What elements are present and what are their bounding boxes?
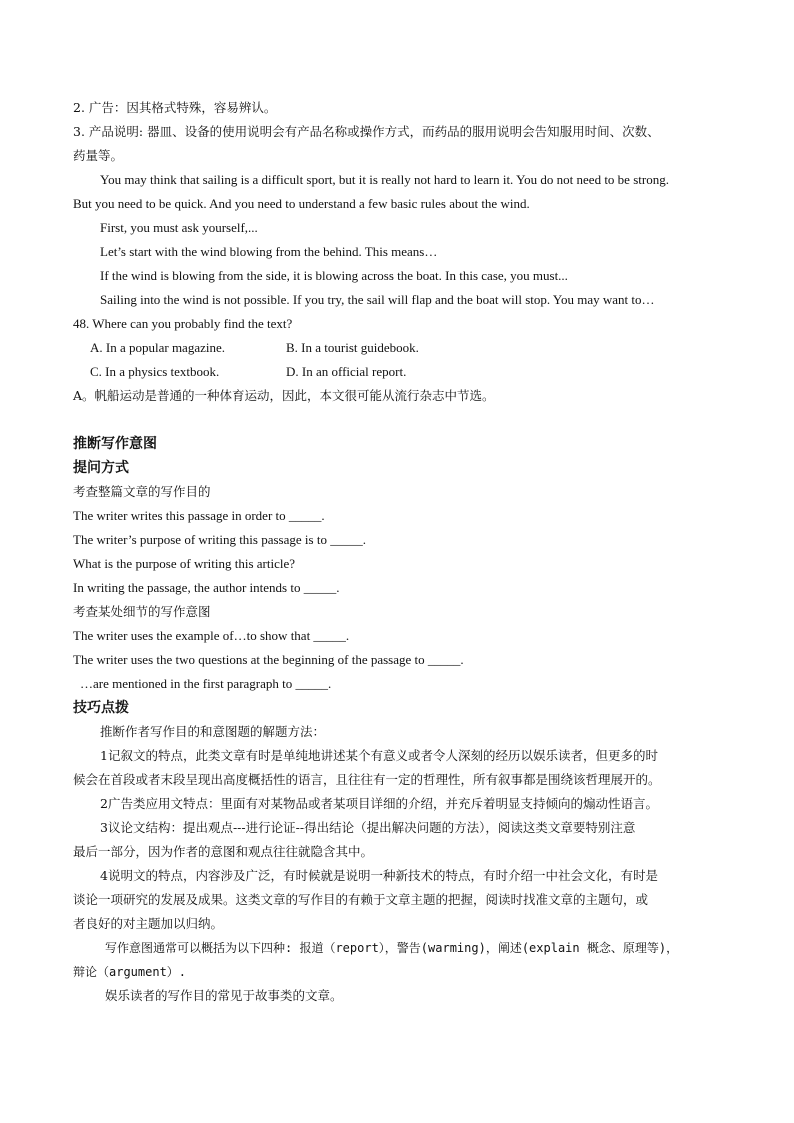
answer-explanation: A。帆船运动是普通的一种体育运动，因此，本文很可能从流行杂志中节选。 xyxy=(73,388,495,403)
whole-item-1: The writer writes this passage in order to _____. xyxy=(73,508,325,523)
intro-line-1: 2. 广告：因其格式特殊，容易辨认。 xyxy=(73,100,277,115)
tip-line-8: 者良好的对主题加以归纳。 xyxy=(73,916,224,931)
passage-line-2: But you need to be quick. And you need to understand a few basic rules about the wind. xyxy=(73,196,530,211)
tip-line-7: 谈论一项研究的发展及成果。这类文章的写作目的有赖于文章主题的把握，阅读时找准文章的主题句，或 xyxy=(73,892,649,907)
summary-line-1: 写作意图通常可以概括为以下四种: 报道（report），警告(warming)，阐述(explain 概念、原理等)， xyxy=(105,941,679,955)
tips-intro: 推断作者写作目的和意图题的解题方法： xyxy=(100,724,326,739)
detail-item-1: The writer uses the example of…to show that _____. xyxy=(73,628,350,643)
section-title: 推断写作意图 xyxy=(73,436,157,452)
passage-line-3: First, you must ask yourself,... xyxy=(100,220,258,235)
whole-item-4: In writing the passage, the author intends to _____. xyxy=(73,580,340,595)
passage-line-1: You may think that sailing is a difficult sport, but it is really not hard to learn it. You do not need to be strong. xyxy=(100,172,669,187)
question-stem: 48. Where can you probably find the text? xyxy=(73,316,293,331)
detail-item-3: …are mentioned in the first paragraph to _____. xyxy=(80,676,332,691)
passage-line-4: Let’s start with the wind blowing from the behind. This means… xyxy=(100,244,438,259)
summary-line-3: 娱乐读者的写作目的常见于故事类的文章。 xyxy=(105,988,343,1003)
whole-item-2: The writer’s purpose of writing this passage is to _____. xyxy=(73,532,366,547)
whole-label: 考查整篇文章的写作目的 xyxy=(73,484,211,499)
detail-label: 考查某处细节的写作意图 xyxy=(73,604,211,619)
tip-line-4: 3议论文结构：提出观点---进行论证--得出结论（提出解决问题的方法），阅读这类文章要特别注意 xyxy=(100,820,636,835)
section-subtitle: 提问方式 xyxy=(73,460,129,476)
tips-title: 技巧点拨 xyxy=(73,700,129,716)
tip-line-3: 2广告类应用文特点：里面有对某物品或者某项目详细的介绍，并充斥着明显支持倾向的煽动性语言。 xyxy=(100,796,658,811)
passage-line-5: If the wind is blowing from the side, it is blowing across the boat. In this case, you must... xyxy=(100,268,568,283)
tip-line-5: 最后一部分，因为作者的意图和观点往往就隐含其中。 xyxy=(73,844,374,859)
tip-line-6: 4说明文的特点，内容涉及广泛，有时候就是说明一种新技术的特点，有时介绍一中社会文化，有时是 xyxy=(100,868,658,883)
detail-item-2: The writer uses the two questions at the beginning of the passage to _____. xyxy=(73,652,464,667)
whole-item-3: What is the purpose of writing this article? xyxy=(73,556,296,571)
tip-line-1: 1记叙文的特点，此类文章有时是单纯地讲述某个有意义或者令人深刻的经历以娱乐读者，但更多的时 xyxy=(100,748,658,763)
option-d: D. In an official report. xyxy=(286,364,407,379)
tip-line-2: 候会在首段或者末段呈现出高度概括性的语言，且往往有一定的哲理性，所有叙事都是围绕该哲理展开的。 xyxy=(73,772,661,787)
passage-line-6: Sailing into the wind is not possible. If you try, the sail will flap and the boat will stop. You may want to… xyxy=(100,292,655,307)
option-c: C. In a physics textbook. xyxy=(90,364,220,379)
summary-line-2: 辩论（argument）. xyxy=(73,965,187,979)
intro-line-2: 3. 产品说明: 器皿、设备的使用说明会有产品名称或操作方式，而药品的服用说明会告知服用时间、次数、 xyxy=(73,124,660,139)
intro-line-3: 药量等。 xyxy=(73,148,124,163)
option-a: A. In a popular magazine. xyxy=(90,340,226,355)
option-b: B. In a tourist guidebook. xyxy=(286,340,419,355)
